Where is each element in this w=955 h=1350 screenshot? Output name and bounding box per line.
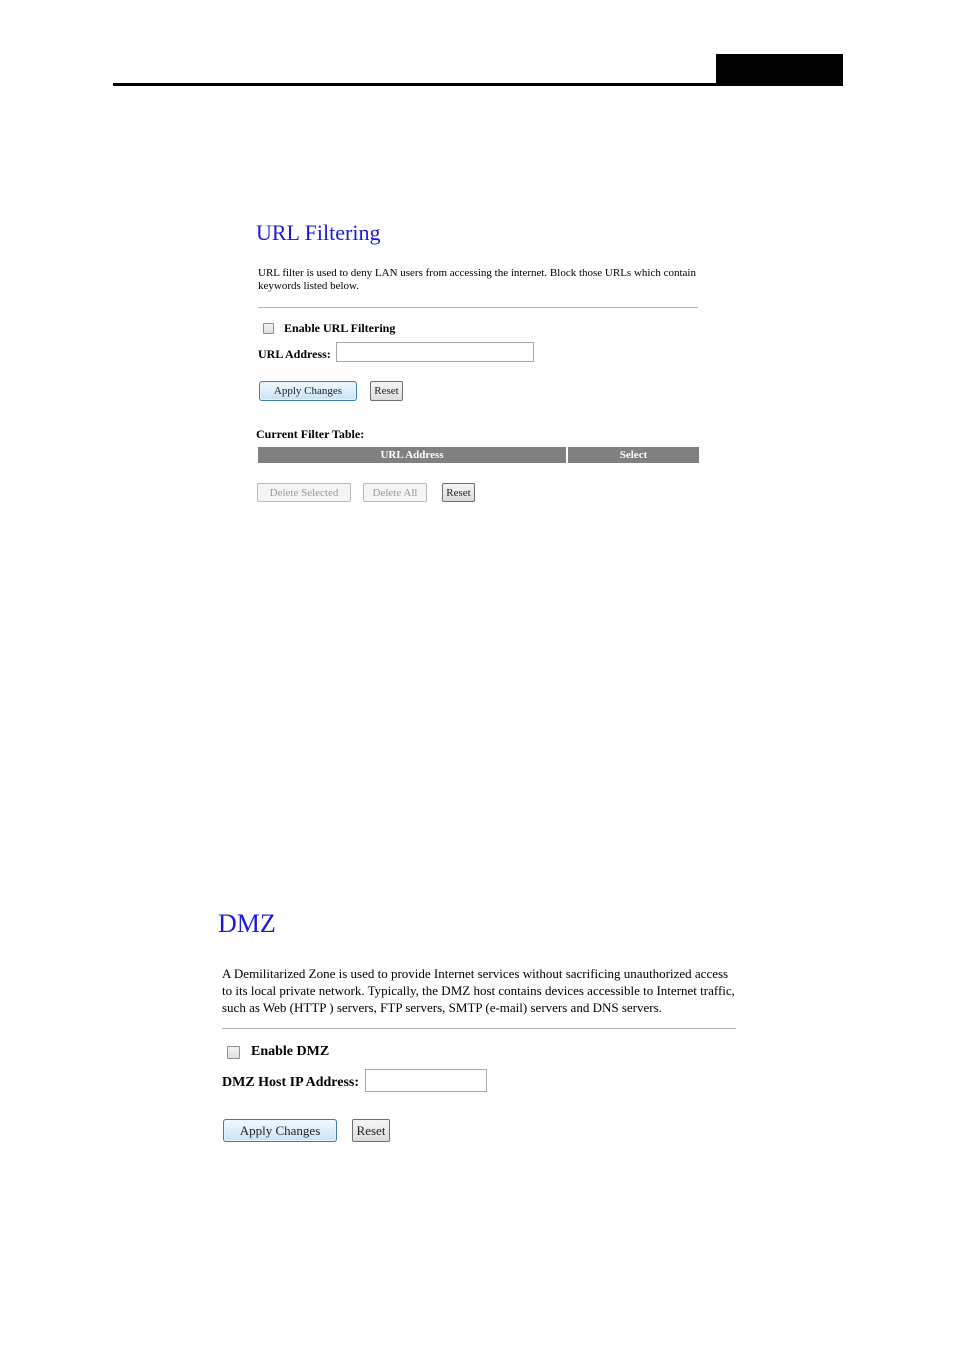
filter-table-reset-button[interactable]: Reset — [442, 483, 475, 502]
enable-url-filtering-label: Enable URL Filtering — [284, 321, 396, 335]
current-filter-table-title: Current Filter Table: — [256, 427, 365, 441]
url-filtering-description: URL filter is used to deny LAN users from accessing the internet. Block those URLs which contain keywords listed below. — [258, 267, 696, 293]
url-address-input[interactable] — [336, 342, 534, 362]
enable-dmz-label: Enable DMZ — [251, 1044, 330, 1059]
delete-all-button[interactable]: Delete All — [363, 483, 427, 502]
delete-selected-button[interactable]: Delete Selected — [257, 483, 351, 502]
url-filtering-apply-changes-button[interactable]: Apply Changes — [259, 381, 357, 401]
enable-dmz-checkbox[interactable] — [227, 1046, 240, 1059]
url-filtering-divider — [258, 307, 698, 308]
dmz-reset-button[interactable]: Reset — [352, 1119, 390, 1142]
url-filtering-reset-button[interactable]: Reset — [370, 381, 403, 401]
dmz-divider — [222, 1028, 736, 1029]
filter-table-header-url-address: URL Address — [258, 447, 566, 463]
page-header-rule — [113, 83, 843, 86]
filter-table-header — [258, 447, 699, 463]
enable-url-filtering-checkbox[interactable] — [263, 323, 274, 334]
dmz-title: DMZ — [218, 909, 276, 938]
url-address-label: URL Address: — [258, 347, 331, 361]
url-filtering-title: URL Filtering — [256, 220, 381, 245]
dmz-host-ip-label: DMZ Host IP Address: — [222, 1075, 360, 1090]
filter-table-header-select: Select — [568, 447, 699, 463]
dmz-apply-changes-button[interactable]: Apply Changes — [223, 1119, 337, 1142]
dmz-description: A Demilitarized Zone is used to provide Internet services without sacrificing unauthorized access to its local private network. Typically, the DMZ host contains devices accessible to Internet traffic, such as Web (HTTP ) servers, FTP servers, SMTP (e-mail) servers and DNS servers. — [222, 966, 735, 1015]
dmz-host-ip-input[interactable] — [365, 1069, 487, 1092]
page-header-block — [716, 54, 843, 86]
